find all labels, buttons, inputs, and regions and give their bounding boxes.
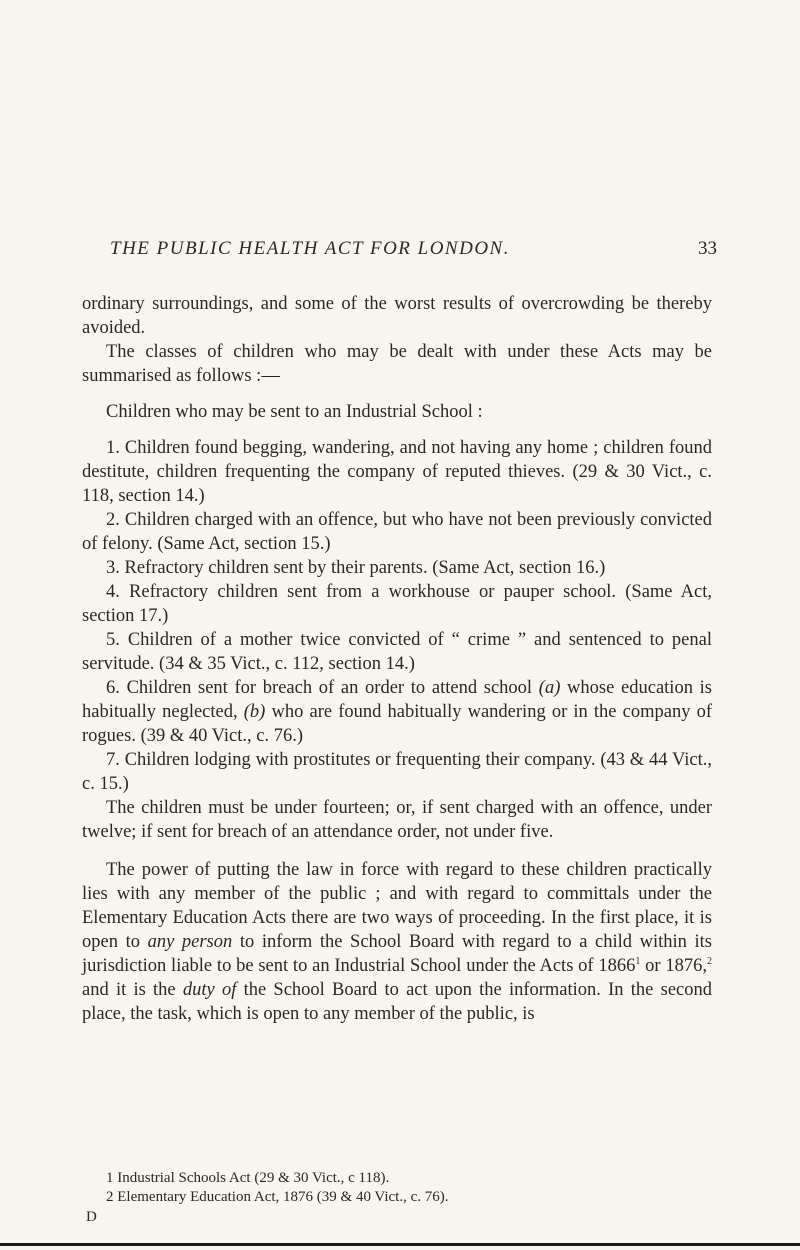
list-item-6: 6. Children sent for breach of an order to attend school (a) whose education is habitually neglected, (b) who are found habitually wandering or in the company of rogues. (39 & 40 Vict., c. 76.) [82,678,713,746]
running-title: THE PUBLIC HEALTH ACT FOR LONDON. [110,238,510,259]
paragraph-age-limits: The children must be under fourteen; or, if sent charged with an offence, under twelve; if sent for breach of an attendance order, not under five. [82,798,712,842]
footnote-2: 2 Elementary Education Act, 1876 (39 & 40 Vict., c. 76). [106,1189,449,1205]
footnote-ref-1: 1 [635,955,641,967]
running-head [0,238,800,262]
body-text [82,292,712,1026]
list-item-5: 5. Children of a mother twice convicted of “ crime ” and sentenced to penal servitude. (34 & 35 Vict., c. 112, section 14.) [82,630,712,674]
paragraph-power: The power of putting the law in force with regard to these children practically lies with any member of the public ; and with regard to committals under the Elementary Education Acts there are two ways of proceeding. In the first place, it is open to any person to inform the School Board with regard to a child within its jurisdiction liable to be sent to an Industrial School under the Acts of 1866$^1$ or 1876,$^2$ and it is the duty of the School Board to act upon the information. In the second place, the task, which is open to any member of the public, is [82,860,712,1024]
bottom-rule [0,1243,800,1246]
list-item-3: 3. Refractory children sent by their parents. (Same Act, section 16.) [106,558,606,578]
list-item-1: 1. Children found begging, wandering, and not having any home ; children found destitute, children frequenting the company of reputed thieves. (29 & 30 Vict., c. 118, section 14.) [82,438,712,506]
list-item-4: 4. Refractory children sent from a workhouse or pauper school. (Same Act, section 17.) [82,582,712,626]
list-item-2: 2. Children charged with an offence, but who have not been previously convicted of felony. (Same Act, section 15.) [82,510,712,554]
paragraph-classes: The classes of children who may be dealt with under these Acts may be summarised as follows :— [82,342,712,386]
paragraph-industrial-school: Children who may be sent to an Industrial School : [106,402,483,422]
page-number: 33 [698,238,717,259]
signature-mark: D [86,1209,97,1225]
paragraph-intro: ordinary surroundings, and some of the worst results of overcrowding be thereby avoided. [82,294,712,338]
footnotes [82,1169,712,1207]
footnote-ref-2: 2 [707,955,712,967]
footnote-1: 1 Industrial Schools Act (29 & 30 Vict., c 118). [106,1170,390,1186]
list-item-7: 7. Children lodging with prostitutes or frequenting their company. (43 & 44 Vict., c. 15.) [82,750,712,794]
